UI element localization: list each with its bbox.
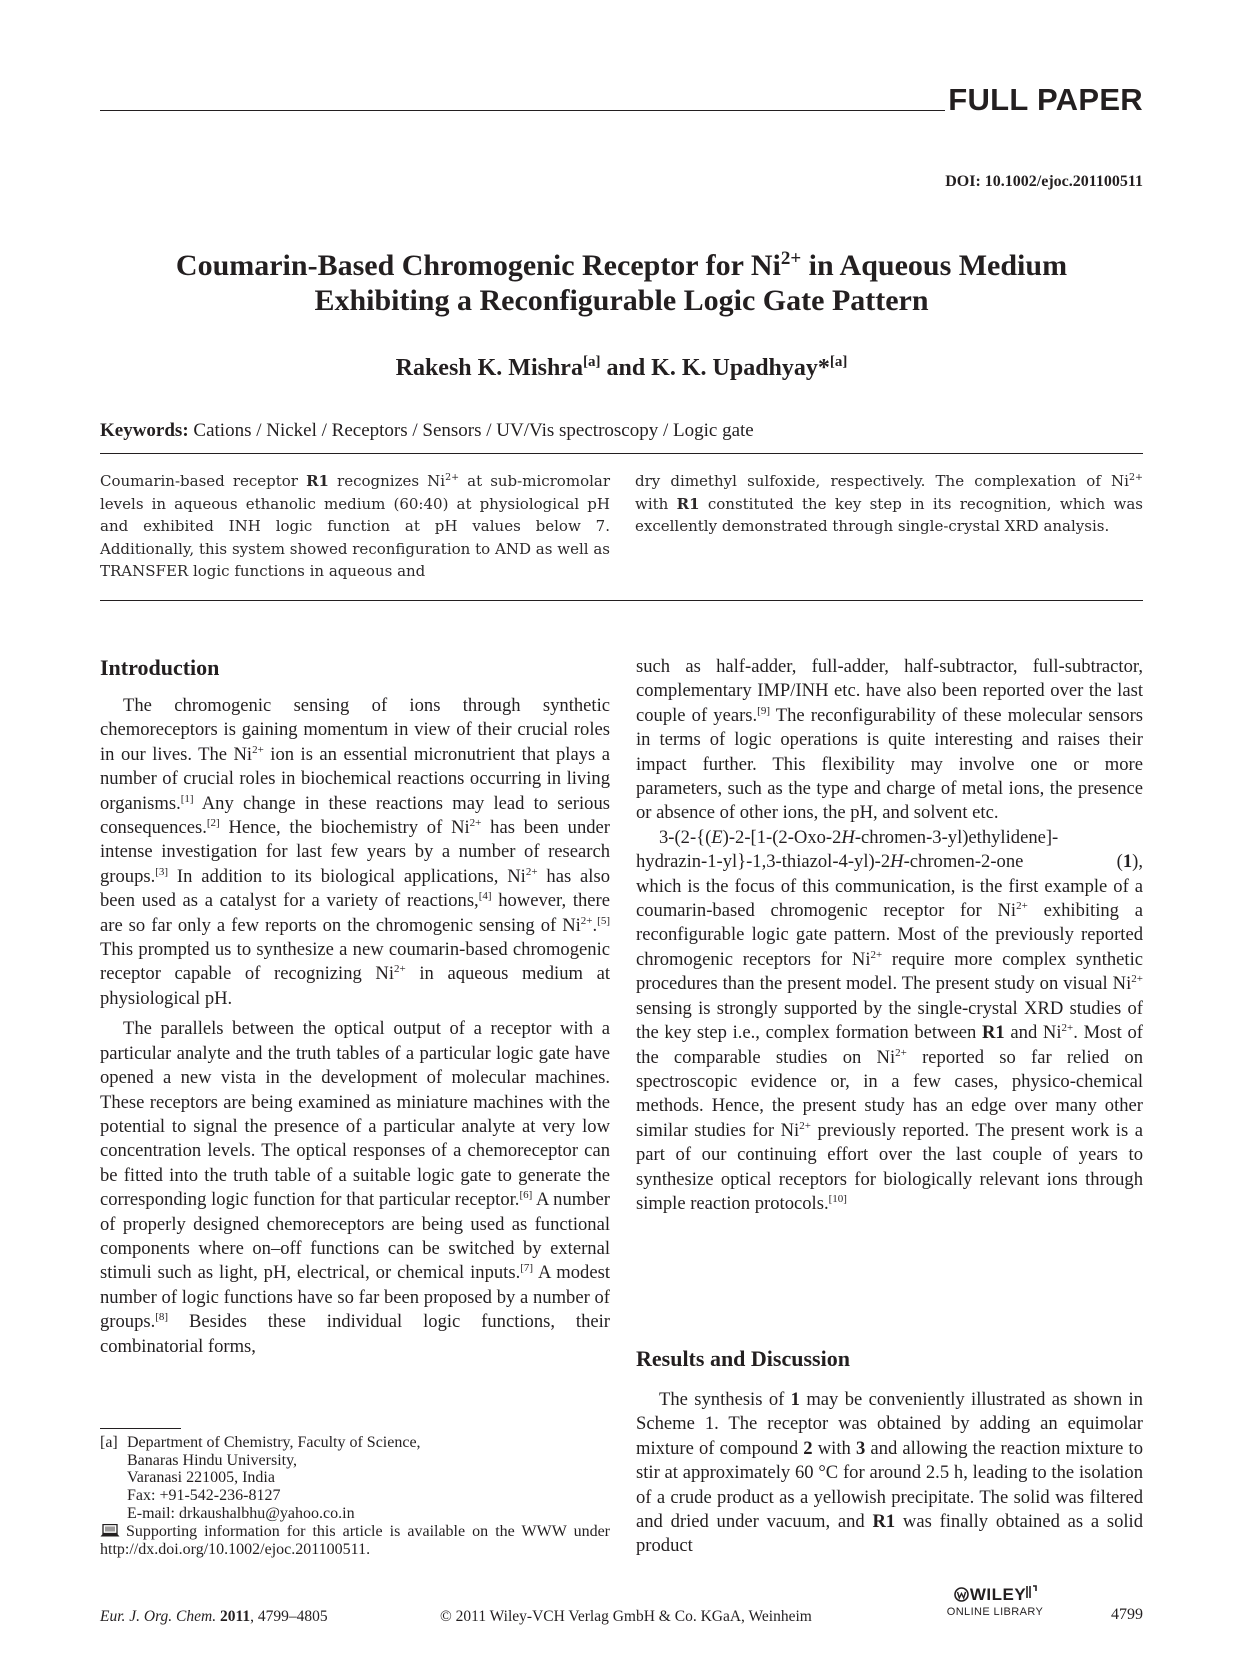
abstract-right: dry dimethyl sulfoxide, respectively. The complexation of $Ni^{2+}$ with R1 constituted the key step in its recognition, which was excellently demonstrated through single-crystal XRD analysis. — [635, 472, 1144, 535]
doi[interactable]: DOI: 10.1002/ejoc.201100511 — [945, 173, 1143, 190]
intro-paragraph-2: The parallels between the optical output of a receptor with a particular analyte and the truth tables of a particular logic gate have opened a new vista in the development of molecular machines. These receptors are being examined as miniature machines with the potential to signal the presence of a particular analyte at very low concentration levels. The optical responses of a chemoreceptor can be fitted into the truth table of a suitable logic gate to generate the corresponding logic function for that particular receptor.[6] A number of properly designed chemoreceptors are being used as functional components where on–off functions can be switched by external stimuli such as light, pH, electrical, or chemical inputs.[7] A modest number of logic functions have so far been proposed by a number of groups.[8] Besides these individual logic functions, their combinatorial forms, — [100, 1018, 611, 1357]
header-rule — [100, 110, 945, 111]
author-2: K. K. Upadhyay* — [651, 355, 830, 381]
wiley-seal-icon — [953, 1587, 970, 1602]
footnote-rule — [100, 1428, 181, 1429]
paper-title: Coumarin-Based Chromogenic Receptor for $Ni^{2+}$ in Aqueous Medium Exhibiting a Reconfigurable Logic Gate Pattern — [175, 248, 1068, 317]
copyright: © 2011 Wiley-VCH Verlag GmbH & Co. KGaA, Weinheim — [440, 1608, 812, 1625]
section-heading-introduction: Introduction — [100, 655, 220, 680]
intro-paragraph-1: The chromogenic sensing of ions through synthetic chemoreceptors is gaining momentum in view of their crucial roles in our lives. The $Ni^{2+}$ ion is an essential micronutrient that plays a number of crucial roles in biochemical reactions occurring in living organisms.[1] Any change in these reactions may lead to serious consequences.[2] Hence, the biochemistry of $Ni^{2+}$ has been under intense investigation for last few years by a number of research groups.[3] In addition to its biological applications, $Ni^{2+}$ has also been used as a catalyst for a variety of reactions,[4] however, there are so far only a few reports on the chromogenic sensing of $Ni^{2+}.[5]$ This prompted us to synthesize a new coumarin-based chromogenic receptor capable of recognizing $Ni^{2+}$ in aqueous medium at physiological pH. — [100, 695, 610, 1009]
abstract-left: Coumarin-based receptor R1 recognizes $Ni^{2+}$ at sub-micromolar levels in aqueous ethanolic medium (60:40) at physiological pH and exhibited INH logic function at pH values below 7. Additionally, this system showed reconfiguration to AND as well as TRANSFER logic functions in aqueous and — [100, 472, 611, 580]
right-paragraph-2: 3-(2-{(E)-2-[1-(2-Oxo-2H-chromen-3-yl)ethylidene]- hydrazin-1-yl}-1,3-thiazol-4-yl)-2H-chromen-2-one (1), which is the focus of this communication, is the first example of a coumarin-based chromogenic receptor for $Ni^{2+}$ exhibiting a reconfigurable logic gate pattern. Most of the previously reported chromogenic receptors for $Ni^{2+}$ require more complex synthetic procedures than the present model. The present study on visual $Ni^{2+}$ sensing is strongly supported by the single-crystal XRD studies of the key step i.e., complex formation between R1 and $Ni^{2+}$. Most of the comparable studies on $Ni^{2+}$ reported so far relied on spectroscopic evidence or, in a few cases, physico-chemical methods. Hence, the present study has an edge over many other similar studies for $Ni^{2+}$ previously reported. The present work is a part of our continuing effort over the last couple of years to synthesize optical receptors for biologically relevant ions through simple reaction protocols.[10] — [636, 826, 1144, 1214]
wiley-logo[interactable]: WILEY ONLINE LIBRARY — [946, 1585, 1044, 1618]
author-email[interactable]: E-mail: drkaushalbhu@yahoo.co.in — [127, 1504, 355, 1522]
results-text — [636, 1388, 1143, 1559]
keywords: Keywords: Cations / Nickel / Receptors / Sensors / UV/Vis spectroscopy / Logic gate — [100, 420, 754, 441]
affiliation-footnote: [a] Department of Chemistry, Faculty of Science, Banaras Hindu University, Varanasi 221005, India Fax: +91-542-236-8127 E-mail: drkaushalbhu@yahoo.co.in — [100, 1434, 610, 1523]
abstract-rule-bottom — [100, 600, 1143, 601]
page-number: 4799 — [1111, 1606, 1143, 1623]
abstract-rule-top — [100, 453, 1143, 454]
supporting-info-footnote — [100, 1523, 610, 1558]
introduction-text — [100, 694, 610, 1359]
results-paragraph-1: The synthesis of 1 may be conveniently illustrated as shown in Scheme 1. The receptor was obtained by adding an equimolar mixture of compound 2 with 3 and allowing the reaction mixture to stir at approximately 60 °C for around 2.5 h, leading to the isolation of a crude product as a yellowish precipitate. The solid was filtered and dried under vacuum, and R1 was finally obtained as a solid product — [636, 1389, 1144, 1557]
article-type: FULL PAPER — [948, 82, 1143, 117]
author-list: Rakesh K. Mishra[a] and K. K. Upadhyay*[a] — [395, 354, 848, 381]
author-1: Rakesh K. Mishra — [395, 355, 583, 381]
computer-icon — [100, 1524, 120, 1537]
supporting-info-link[interactable]: Supporting information for this article is available on the WWW under http://dx.doi.org/10.1002/ejoc.201100511. — [100, 1523, 610, 1558]
right-column-text — [636, 655, 1143, 1216]
wiley-book-icon — [1026, 1585, 1037, 1599]
section-heading-results: Results and Discussion — [636, 1346, 850, 1371]
journal-citation: Eur. J. Org. Chem. 2011, 4799–4805 — [100, 1608, 328, 1625]
right-paragraph-1: such as half-adder, full-adder, half-subtractor, full-subtractor, complementary IMP/INH etc. have also been reported over the last couple of years.[9] The reconfigurability of these molecular sensors in terms of logic operations is quite interesting and raises their impact further. This flexibility may involve one or more parameters, such as the type and charge of metal ions, the presence or absence of other ions, the pH, and solvent etc. — [636, 656, 1143, 824]
